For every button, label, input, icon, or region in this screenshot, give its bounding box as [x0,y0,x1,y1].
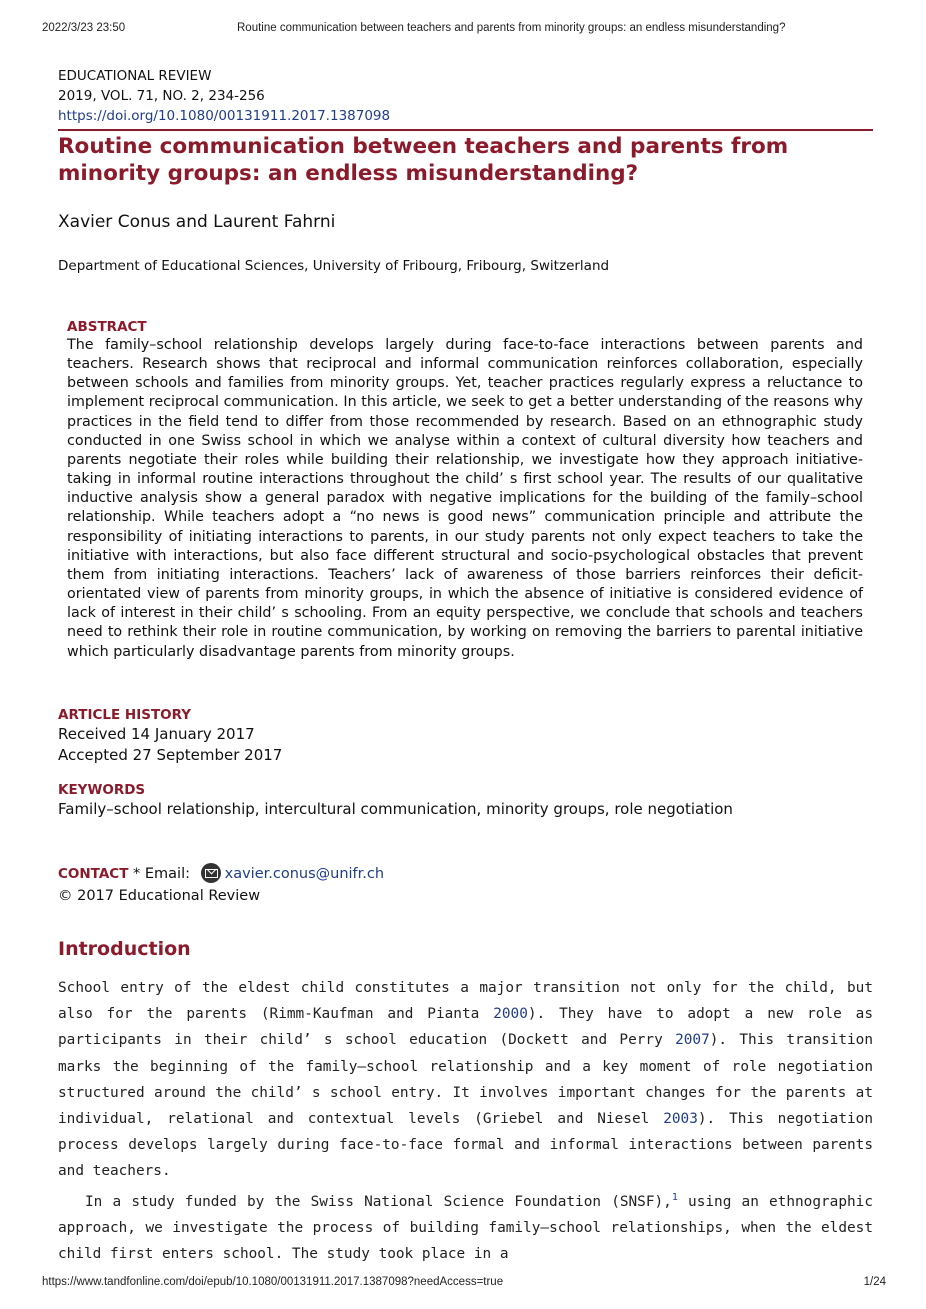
journal-info [58,66,390,126]
text-span: In a study funded by the Swiss National Science Foundation (SNSF), [85,1193,672,1210]
article-affiliation: Department of Educational Sciences, University of Fribourg, Fribourg, Switzerland [58,258,610,274]
contact-line [58,863,384,884]
footnote-ref[interactable]: 1 [671,1191,678,1203]
history-label: ARTICLE HISTORY [58,707,192,723]
text-span: using an ethnographic approach, we investigate the process of building family–school relationships, when the eldest child first enters school. The study took place in a [58,1193,873,1262]
abstract-label: ABSTRACT [67,319,147,335]
article-history [58,706,282,766]
accepted-date: Accepted 27 September 2017 [58,746,283,764]
print-datetime: 2022/3/23 23:50 [42,22,126,34]
article-authors: Xavier Conus and Laurent Fahrni [58,212,336,232]
doi-link[interactable]: https://doi.org/10.1080/00131911.2017.1387098 [58,108,391,124]
keywords-text: Family–school relationship, intercultural communication, minority groups, role negotiation [58,800,733,818]
abstract-text: The family–school relationship develops largely during face-to-face interactions between parents and teachers. Research shows that reciprocal and informal communication reinforces collaboration, especially between schools and families from minority groups. Yet, teacher practices regularly express a reluctance to implement reciprocal communication. In this article, we seek to get a better understanding of the reasons why practices in the field tend to differ from those recommended by research. Based on an ethnographic study conducted in one Swiss school in which we analyse within a context of cultural diversity how teachers and parents negotiate their roles while building their relationship, we investigate how they approach initiative-taking in informal routine interactions throughout the child’ s first school year. The results of our qualitative inductive analysis show a general paradox with negative implications for the building of the family–school relationship. While teachers adopt a “no news is good news” communication principle and attribute the responsibility of initiating interactions to parents, in our study parents not only expect teachers to take the initiative with interactions, but also face different structural and socio-psychological obstacles that prevent them from initiating interactions. Teachers’ lack of awareness of those barriers reinforces their deficit-orientated view of parents from minority groups, in which the absence of initiative is considered evidence of lack of interest in their child’ s schooling. From an equity perspective, we conclude that schools and teachers need to rethink their role in routine communication, by working on removing the barriers to parental initiative which particularly disadvantage parents from minority groups. [67,337,863,660]
envelope-icon[interactable] [201,863,221,883]
page-number: 1/24 [863,1276,886,1288]
contact-email-prefix: * Email: [128,866,195,882]
abstract-section [67,318,863,662]
introduction-body [58,975,873,1267]
title-rule [58,129,873,131]
copyright: © 2017 Educational Review [58,888,261,904]
text-span: School entry of the eldest child constitutes a major transition not only for the child, but also for the parents (Rimm-Kaufman and Pianta [58,980,873,1023]
received-date: Received 14 January 2017 [58,725,255,743]
citation-link[interactable]: 2007 [675,1032,710,1049]
citation-link[interactable]: 2000 [493,1006,528,1023]
article-title: Routine communication between teachers and parents from minority groups: an endless misunderstanding? [58,134,789,186]
text-span: ). This transition marks the beginning of the family–school relationship and a key moment of role negotiation structured around the child’ s school entry. It involves important changes for the parents at individual, relational and contextual levels (Griebel and Niesel [58,1032,874,1128]
journal-name: EDUCATIONAL REVIEW [58,68,212,84]
citation-link[interactable]: 2003 [663,1111,698,1128]
text-span: ). They have to adopt a new role as participants in their child’ s school education (Dockett and Perry [58,1006,873,1049]
intro-paragraph-1 [58,975,873,1185]
keywords-section [58,781,733,820]
contact-email-link[interactable]: xavier.conus@unifr.ch [224,866,385,882]
journal-volume: 2019, VOL. 71, NO. 2, 234-256 [58,88,265,104]
print-url: https://www.tandfonline.com/doi/epub/10.1080/00131911.2017.1387098?needAccess=true [42,1276,504,1288]
text-span: ). This negotiation process develops largely during face-to-face formal and informal interactions between parents and teachers. [58,1111,873,1180]
contact-label: CONTACT [58,866,129,882]
keywords-label: KEYWORDS [58,782,146,798]
print-page-title: Routine communication between teachers and parents from minority groups: an endless misunderstanding? [237,22,786,34]
introduction-heading: Introduction [58,938,191,960]
intro-paragraph-2 [58,1185,873,1267]
